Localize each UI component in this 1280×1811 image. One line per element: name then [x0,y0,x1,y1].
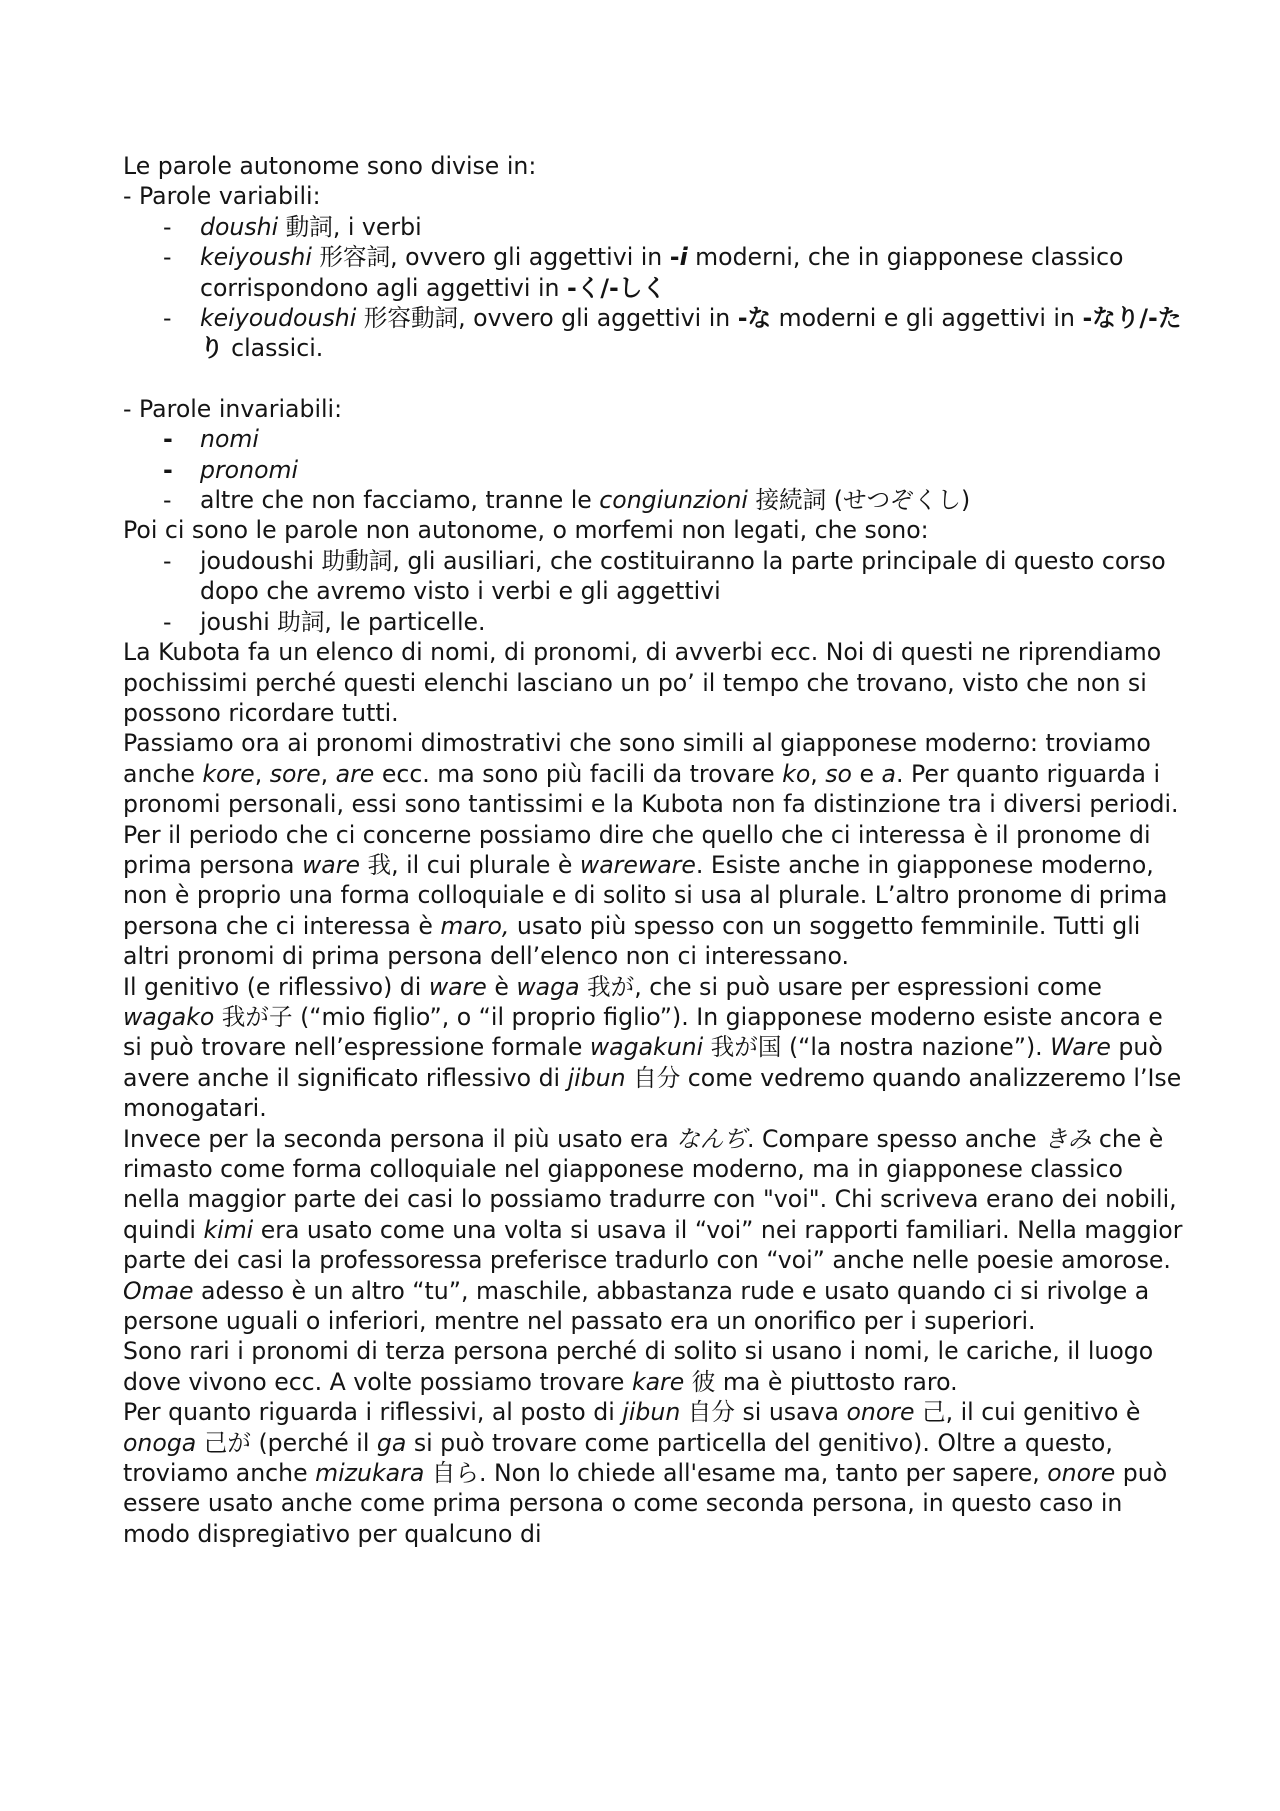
list-item: - doushi 動詞, i verbi [123,212,1183,242]
paragraph-genitivo: Il genitivo (e riflessivo) di ware è waga 我が, che si può usare per espressioni come wagako 我が子 (“mio figlio”, o “il proprio figlio”). In giapponese moderno esiste ancora e si può trovare nell’espressione formale wagakuni 我が国 (“la nostra nazione”). Ware può avere anche il significato riflessivo di jibun 自分 come vedremo quando analizzeremo l’Ise monogatari. [123,972,1182,1123]
paragraph-terza-persona: Sono rari i pronomi di terza persona perché di solito si usano i nomi, le cariche, il luogo dove vivono ecc. A volte possiamo trovare kare 彼 ma è piuttosto raro. [123,1337,1154,1396]
paragraph-dimostrativi: Passiamo ora ai pronomi dimostrativi che sono simili al giapponese moderno: troviamo anche kore, sore, are ecc. ma sono più facili da trovare ko, so e a. Per quanto riguarda i pronomi personali, essi sono tantissimi e la Kubota non fa distinzione tra i diversi periodi. Per il periodo che ci concerne possiamo dire che quello che ci interessa è il pronome di prima persona ware 我, il cui plurale è wareware. Esiste anche in giapponese moderno, non è proprio una forma colloquiale e di solito si usa al plurale. L’altro pronome di prima persona che ci interessa è maro, usato più spesso con un soggetto femminile. Tutti gli altri pronomi di prima persona dell’elenco non ci interessano. [123,729,1179,971]
invariabili-list [123,424,1183,515]
non-autonome-intro: Poi ci sono le parole non autonome, o morfemi non legati, che sono: [123,516,929,545]
list-item: - altre che non facciamo, tranne le congiunzioni 接続詞 (せつぞくし) [123,485,1183,515]
list-item: - keiyoushi 形容詞, ovvero gli aggettivi in -i moderni, che in giapponese classico corrispondono agli aggettivi in -く/-しく [123,242,1183,303]
blank-line [123,364,1183,394]
paragraph-kubota: La Kubota fa un elenco di nomi, di pronomi, di avverbi ecc. Noi di questi ne riprendiamo pochissimi perché questi elenchi lasciano un po’ il tempo che trovano, visto che non si possono ricordare tutti. [123,638,1162,727]
invariabili-header: - Parole invariabili: [123,394,343,423]
paragraph-riflessivi: Per quanto riguarda i riflessivi, al posto di jibun 自分 si usava onore 己, il cui genitivo è onoga 己が (perché il ga si può trovare come particella del genitivo). Oltre a questo, troviamo anche mizukara 自ら. Non lo chiede all'esame ma, tanto per sapere, onore può essere usato anche come prima persona o come seconda persona, in questo caso in modo dispregiativo per qualcuno di [123,1398,1168,1548]
non-autonome-list [123,546,1183,637]
list-item: - pronomi [123,455,1183,485]
list-item: - keiyoudoushi 形容動詞, ovvero gli aggettivi in -な moderni e gli aggettivi in -なり/-たり classici. [123,303,1183,364]
variabili-header: - Parole variabili: [123,182,321,211]
list-item: - joushi 助詞, le particelle. [123,607,1183,637]
list-item: - nomi [123,424,1183,454]
variabili-list [123,212,1183,364]
paragraph-seconda-persona: Invece per la seconda persona il più usato era なんぢ. Compare spesso anche きみ che è rimasto come forma colloquiale nel giapponese moderno, ma in giapponese classico nella maggior parte dei casi lo possiamo tradurre con "voi". Chi scriveva erano dei nobili, quindi kimi era usato come una volta si usava il “voi” nei rapporti familiari. Nella maggior parte dei casi la professoressa preferisce tradurlo con “voi” anche nelle poesie amorose. Omae adesso è un altro “tu”, maschile, abbastanza rude e usato quando ci si rivolge a persone uguali o inferiori, mentre nel passato era un onorifico per i superiori. [123,1124,1183,1336]
intro-line: Le parole autonome sono divise in: [123,152,537,180]
document-page [123,151,1183,1549]
list-item: - joudoushi 助動詞, gli ausiliari, che costituiranno la parte principale di questo corso dopo che avremo visto i verbi e gli aggettivi [123,546,1183,607]
